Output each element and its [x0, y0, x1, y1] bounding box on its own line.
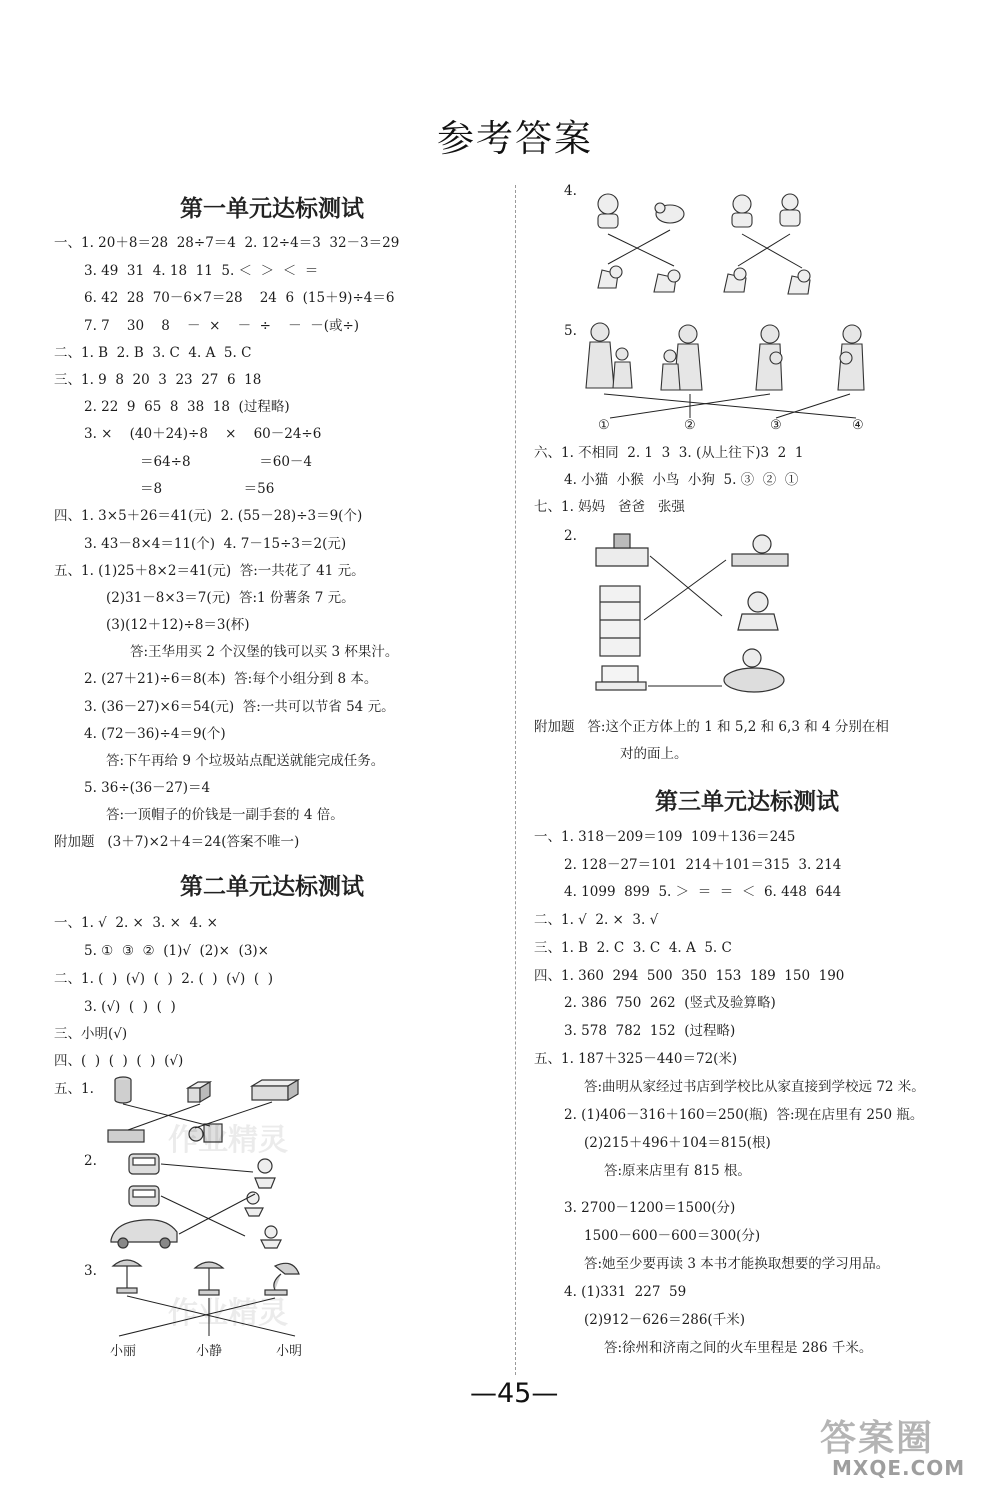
unit1-line: 2. (27＋21)÷6＝8(本) 答:每个小组分到 8 本。	[84, 671, 378, 687]
unit1-line: 5. 36÷(36－27)＝4	[84, 780, 211, 796]
right-line: 七、1. 妈妈 爸爸 张强	[534, 499, 685, 515]
unit1-line: 6. 42 28 70－6×7＝28 24 6 (15＋9)÷4＝6	[84, 290, 395, 306]
unit3-line: 3. 578 782 152 (过程略)	[564, 1023, 736, 1039]
unit1-line: 四、1. 3×5＋26＝41(元) 2. (55－28)÷3＝9(个)	[54, 508, 363, 524]
unit1-line: 3. 49 31 4. 18 11 5. ＜ ＞ ＜ ＝	[84, 263, 319, 279]
right-line: 附加题 答:这个正方体上的 1 和 5,2 和 6,3 和 4 分别在相	[534, 719, 889, 735]
unit3-line: 2. (1)406－316＋160＝250(瓶) 答:现在店里有 250 瓶。	[564, 1107, 924, 1123]
circled-number: ②	[684, 418, 696, 433]
unit2-line: 五、1.	[54, 1081, 94, 1097]
watermark-url: MXQE.COM	[832, 1456, 966, 1480]
unit1-line: 答:王华用买 2 个汉堡的钱可以买 3 杯果汁。	[130, 644, 399, 660]
unit2-line: 三、小明(√)	[54, 1026, 128, 1042]
unit1-line: 附加题 (3＋7)×2＋4＝24(答案不唯一)	[54, 834, 300, 850]
unit1-line: (2)31－8×3＝7(元) 答:1 份薯条 7 元。	[106, 590, 355, 606]
watermark-logo-text: 答案圈	[820, 1418, 935, 1459]
unit2-line: 3. (√) ( ) ( )	[84, 999, 176, 1015]
unit1-line: 一、1. 20＋8＝28 28÷7＝4 2. 12÷4＝3 32－3＝29	[54, 235, 400, 251]
site-watermark-logo	[820, 1410, 970, 1485]
unit3-line: 五、1. 187＋325－440＝72(米)	[534, 1051, 738, 1067]
unit3-line: 答:徐州和济南之间的火车里程是 286 千米。	[604, 1340, 873, 1356]
person-label: 小丽	[110, 1344, 137, 1359]
unit3-line: 答:曲明从家经过书店到学校比从家直接到学校远 72 米。	[584, 1079, 925, 1095]
circled-number: ①	[598, 418, 610, 433]
column-divider	[515, 185, 516, 1375]
unit3-line: 三、1. B 2. C 3. C 4. A 5. C	[534, 940, 732, 956]
right-item-label: 4.	[564, 183, 577, 199]
unit3-line: 答:她至少要再读 3 本书才能换取想要的学习用品。	[584, 1256, 890, 1272]
page-number: —45—	[470, 1378, 559, 1409]
unit1-line: 7. 7 30 8 － × － ÷ － －(或÷)	[84, 318, 360, 334]
right-line: 对的面上。	[620, 746, 688, 762]
animals-matching-figure	[590, 188, 830, 316]
unit1-line: 三、1. 9 8 20 3 23 27 6 18	[54, 372, 262, 388]
unit1-line: ＝64÷8 ＝60－4	[140, 454, 313, 470]
unit1-line: ＝8 ＝56	[140, 481, 275, 497]
unit3-line: 一、1. 318－209＝109 109＋136＝245	[534, 829, 796, 845]
unit2-line: 5. ① ③ ② (1)√ (2)× (3)×	[84, 943, 269, 959]
unit3-line: 3. 2700－1200＝1500(分)	[564, 1200, 736, 1216]
circled-number: ③	[770, 418, 782, 433]
unit2-heading: 第二单元达标测试	[180, 873, 364, 900]
unit1-heading: 第一单元达标测试	[180, 195, 364, 222]
unit3-line: 4. 1099 899 5. ＞ ＝ ＝ ＜ 6. 448 644	[564, 884, 842, 900]
right-line: 六、1. 不相同 2. 1 3 3. (从上往下)3 2 1	[534, 445, 804, 461]
unit3-line: 二、1. √ 2. × 3. √	[534, 912, 659, 928]
unit2-line: 四、( ) ( ) ( ) (√)	[54, 1053, 184, 1069]
circled-number: ④	[852, 418, 864, 433]
unit1-line: (3)(12＋12)÷8＝3(杯)	[106, 617, 250, 633]
unit1-line: 二、1. B 2. B 3. C 4. A 5. C	[54, 345, 252, 361]
person-label: 小静	[196, 1344, 223, 1359]
object-views-figure	[592, 530, 812, 702]
unit2-line: 一、1. √ 2. × 3. × 4. ×	[54, 915, 218, 931]
right-line: 4. 小猫 小猴 小鸟 小狗 5. ③ ② ①	[564, 472, 799, 488]
unit1-line: 五、1. (1)25＋8×2＝41(元) 答:一共花了 41 元。	[54, 563, 365, 579]
person-label: 小明	[276, 1344, 303, 1359]
unit3-line: 四、1. 360 294 500 350 153 189 150 190	[534, 968, 845, 984]
unit2-line: 二、1. ( ) (√) ( ) 2. ( ) (√) ( )	[54, 971, 273, 987]
unit3-line: 4. (1)331 227 59	[564, 1284, 687, 1300]
unit1-line: 3. (36－27)×6＝54(元) 答:一共可以节省 54 元。	[84, 699, 395, 715]
unit2-line: 2.	[84, 1153, 97, 1169]
unit3-line: 答:原来店里有 815 根。	[604, 1163, 751, 1179]
unit2-line: 3.	[84, 1263, 97, 1279]
unit3-line: (2)215＋496＋104＝815(根)	[584, 1135, 771, 1151]
unit3-line: (2)912－626＝286(千米)	[584, 1312, 745, 1328]
unit3-line: 1500－600－600＝300(分)	[584, 1228, 761, 1244]
right-item-label: 5.	[564, 323, 577, 339]
family-views-figure	[580, 318, 880, 430]
faint-watermark: 作业精灵	[168, 1123, 288, 1158]
vehicle-views-figure	[105, 1148, 295, 1254]
unit1-line: 3. × (40＋24)÷8 × 60－24÷6	[84, 426, 322, 442]
unit1-line: 答:下午再给 9 个垃圾站点配送就能完成任务。	[106, 753, 385, 769]
unit3-heading: 第三单元达标测试	[655, 788, 839, 815]
unit1-line: 2. 22 9 65 8 38 18 (过程略)	[84, 399, 290, 415]
faint-watermark: 作业精灵	[168, 1296, 288, 1331]
unit1-line: 3. 43－8×4＝11(个) 4. 7－15÷3＝2(元)	[84, 536, 347, 552]
page-title: 参考答案	[437, 117, 593, 160]
right-line: 2.	[564, 528, 577, 544]
unit3-line: 2. 128－27＝101 214＋101＝315 3. 214	[564, 857, 842, 873]
unit3-line: 2. 386 750 262 (竖式及验算略)	[564, 995, 776, 1011]
unit1-line: 4. (72－36)÷4＝9(个)	[84, 726, 226, 742]
unit1-line: 答:一顶帽子的价钱是一副手套的 4 倍。	[106, 807, 344, 823]
